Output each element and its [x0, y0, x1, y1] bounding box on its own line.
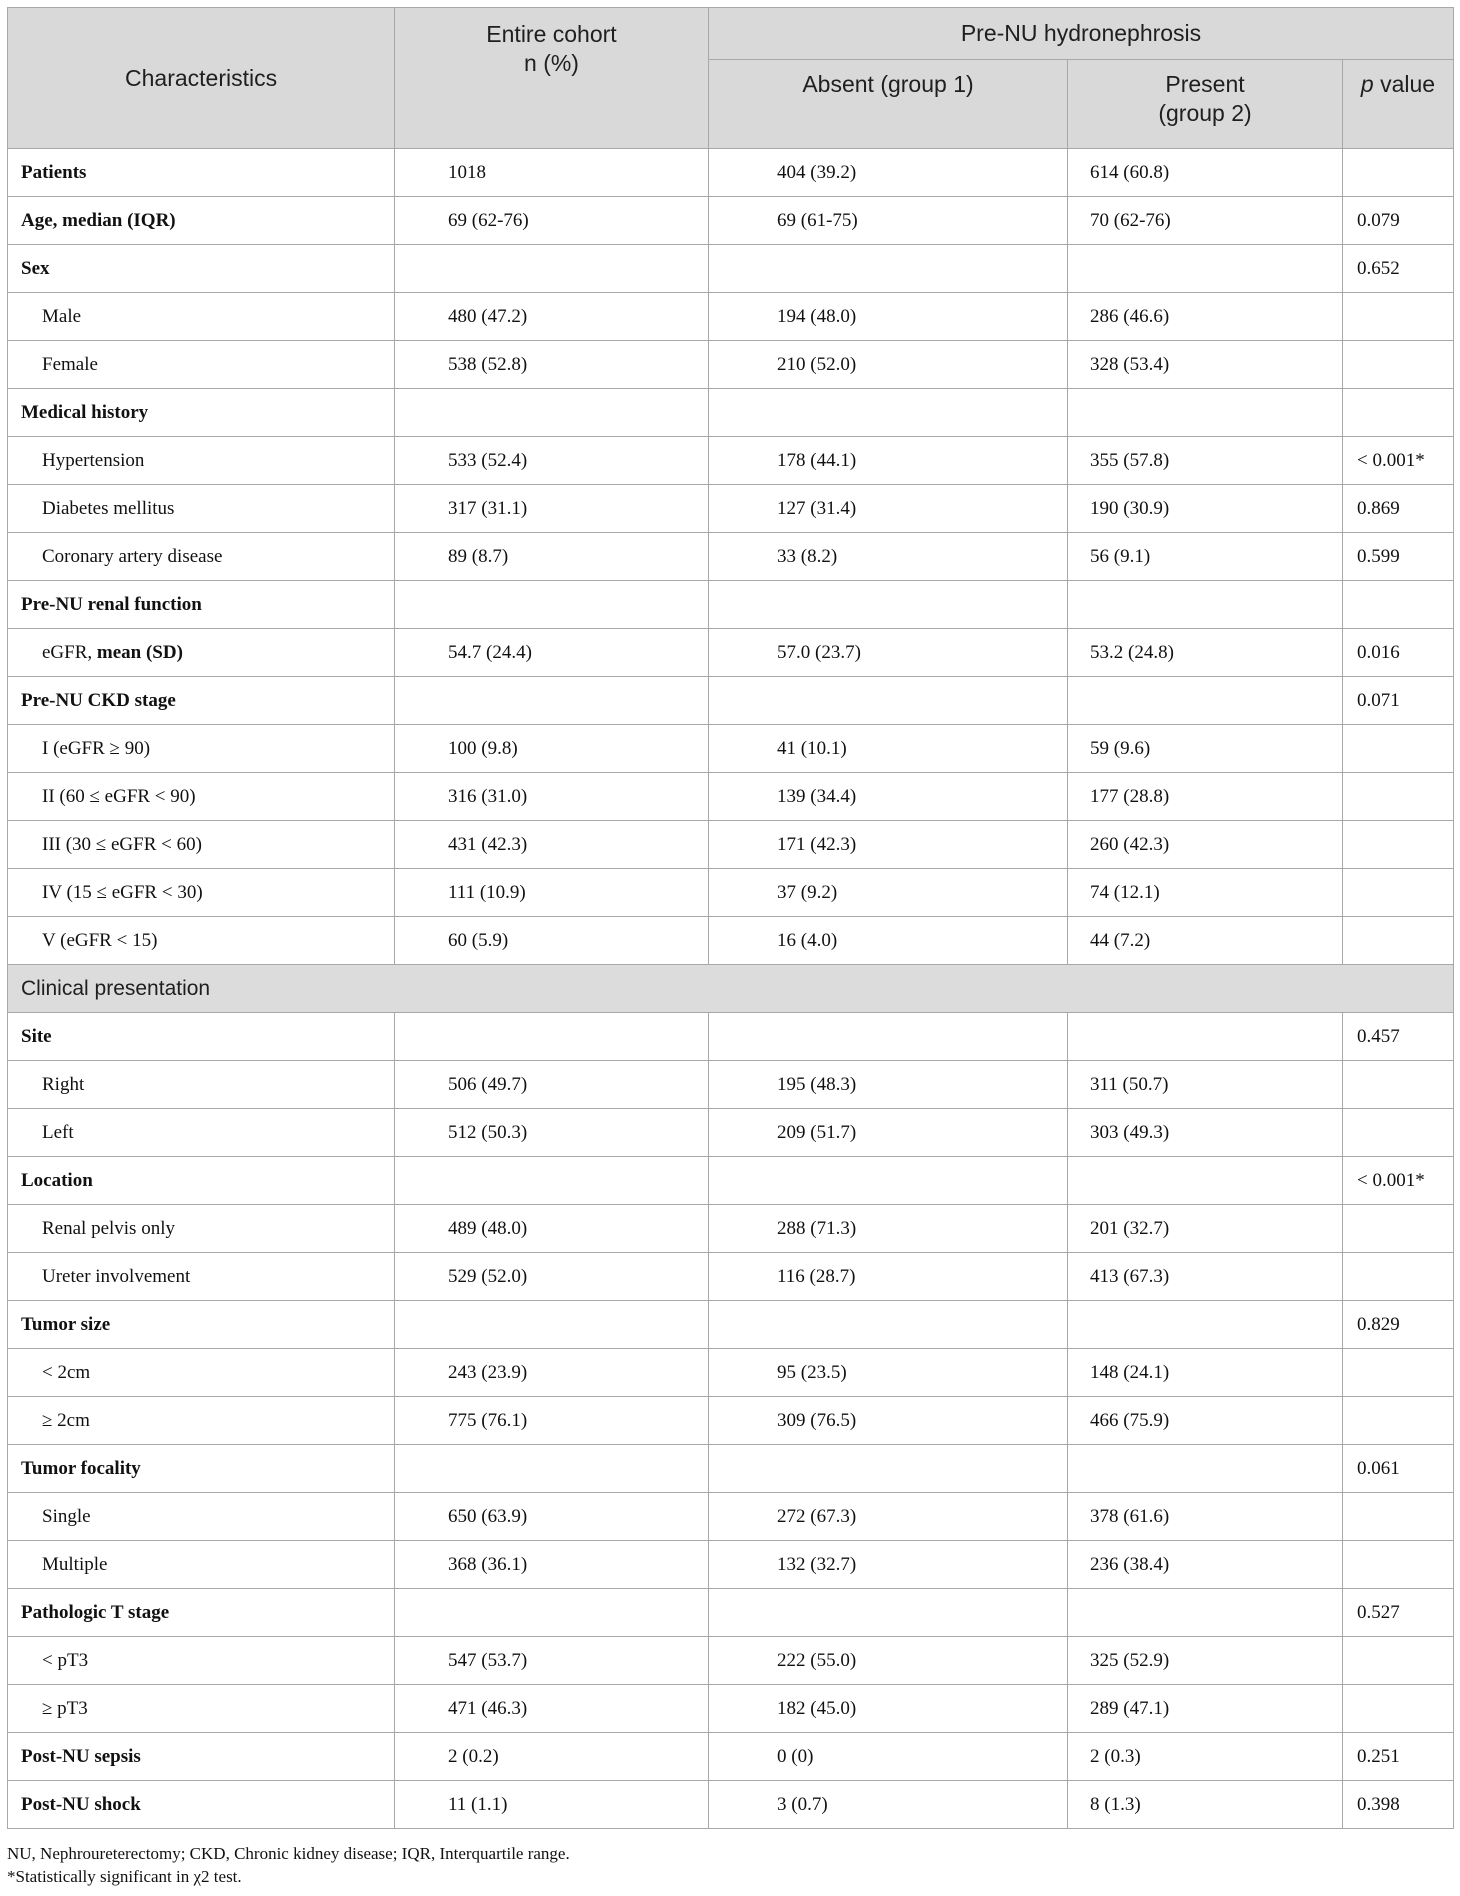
value-present: 148 (24.1): [1068, 1349, 1343, 1397]
row-label-text: Age, median (IQR): [21, 209, 176, 231]
value-present: [1068, 1589, 1343, 1637]
header-entire-cohort-line2: n (%): [524, 50, 579, 76]
header-p-italic: p: [1360, 71, 1374, 97]
row-label: [8, 677, 395, 725]
row-label-text: Patients: [21, 161, 87, 183]
value-entire-cohort: [395, 677, 709, 725]
value-p: [1343, 1205, 1454, 1253]
value-entire-cohort: 547 (53.7): [395, 1637, 709, 1685]
footnote-abbreviations: NU, Nephroureterectomy; CKD, Chronic kidney disease; IQR, Interquartile range.: [7, 1844, 570, 1863]
value-p: [1343, 389, 1454, 437]
row-label: [8, 629, 395, 677]
value-entire-cohort: [395, 1013, 709, 1061]
value-p: [1343, 1541, 1454, 1589]
row-label: [8, 1157, 395, 1205]
value-entire-cohort: 431 (42.3): [395, 821, 709, 869]
value-p: [1343, 1397, 1454, 1445]
value-entire-cohort: 471 (46.3): [395, 1685, 709, 1733]
row-label: [8, 581, 395, 629]
table-row: [8, 437, 1454, 485]
value-present: 325 (52.9): [1068, 1637, 1343, 1685]
header-characteristics: Characteristics: [8, 8, 395, 149]
value-absent: 57.0 (23.7): [709, 629, 1068, 677]
row-label: [8, 725, 395, 773]
row-label: [8, 1349, 395, 1397]
value-entire-cohort: [395, 389, 709, 437]
row-label-text: Female: [42, 353, 98, 375]
row-label: [8, 1061, 395, 1109]
row-label-text: Pre-NU renal function: [21, 593, 202, 615]
row-label-text: < 2cm: [42, 1361, 91, 1383]
value-present: 2 (0.3): [1068, 1733, 1343, 1781]
row-label: [8, 389, 395, 437]
value-entire-cohort: 316 (31.0): [395, 773, 709, 821]
value-present: 328 (53.4): [1068, 341, 1343, 389]
value-present: 466 (75.9): [1068, 1397, 1343, 1445]
value-entire-cohort: 2 (0.2): [395, 1733, 709, 1781]
value-present: [1068, 245, 1343, 293]
value-p: [1343, 1349, 1454, 1397]
value-p: [1343, 1253, 1454, 1301]
value-entire-cohort: 538 (52.8): [395, 341, 709, 389]
value-p: [1343, 773, 1454, 821]
value-present: 74 (12.1): [1068, 869, 1343, 917]
value-p: 0.869: [1343, 485, 1454, 533]
table-row: [8, 917, 1454, 965]
header-present-line1: Present: [1165, 71, 1245, 97]
value-absent: 210 (52.0): [709, 341, 1068, 389]
value-entire-cohort: 1018: [395, 149, 709, 197]
value-entire-cohort: [395, 581, 709, 629]
value-present: 355 (57.8): [1068, 437, 1343, 485]
value-absent: 16 (4.0): [709, 917, 1068, 965]
value-p: [1343, 581, 1454, 629]
row-label: [8, 869, 395, 917]
row-label-text: ≥ pT3: [42, 1697, 88, 1719]
row-label-text: Site: [21, 1025, 52, 1047]
value-entire-cohort: 54.7 (24.4): [395, 629, 709, 677]
value-present: [1068, 1445, 1343, 1493]
value-present: 53.2 (24.8): [1068, 629, 1343, 677]
row-label-text: Renal pelvis only: [42, 1217, 175, 1239]
value-entire-cohort: 111 (10.9): [395, 869, 709, 917]
table-row: [8, 1397, 1454, 1445]
table-header: [8, 8, 1454, 149]
row-label-text: Diabetes mellitus: [42, 497, 175, 519]
value-present: 614 (60.8): [1068, 149, 1343, 197]
row-label-text: Tumor focality: [21, 1457, 141, 1479]
value-p: [1343, 1493, 1454, 1541]
row-label-text: Ureter involvement: [42, 1265, 191, 1287]
value-absent: 272 (67.3): [709, 1493, 1068, 1541]
value-p: 0.016: [1343, 629, 1454, 677]
value-entire-cohort: 69 (62-76): [395, 197, 709, 245]
row-label: [8, 293, 395, 341]
header-entire-cohort-line1: Entire cohort: [486, 21, 617, 47]
value-p: [1343, 725, 1454, 773]
row-label-text: Post-NU sepsis: [21, 1745, 141, 1767]
value-absent: 222 (55.0): [709, 1637, 1068, 1685]
value-entire-cohort: 480 (47.2): [395, 293, 709, 341]
row-label: [8, 1493, 395, 1541]
table-row: [8, 1493, 1454, 1541]
value-absent: [709, 1157, 1068, 1205]
value-present: 378 (61.6): [1068, 1493, 1343, 1541]
value-entire-cohort: 529 (52.0): [395, 1253, 709, 1301]
value-absent: 288 (71.3): [709, 1205, 1068, 1253]
row-label-text: Left: [42, 1121, 74, 1143]
value-p: 0.061: [1343, 1445, 1454, 1493]
section-label: Clinical presentation: [8, 965, 1454, 1013]
value-absent: 404 (39.2): [709, 149, 1068, 197]
value-present: 201 (32.7): [1068, 1205, 1343, 1253]
table-row: [8, 629, 1454, 677]
row-label-text: IV (15 ≤ eGFR < 30): [42, 881, 203, 903]
row-label: [8, 149, 395, 197]
row-label: [8, 1205, 395, 1253]
row-label-text: I (eGFR ≥ 90): [42, 737, 151, 759]
value-p: [1343, 1109, 1454, 1157]
value-p: 0.079: [1343, 197, 1454, 245]
table-row: [8, 725, 1454, 773]
value-p: [1343, 1685, 1454, 1733]
value-present: 70 (62-76): [1068, 197, 1343, 245]
table-row: [8, 1205, 1454, 1253]
table-row: [8, 1589, 1454, 1637]
value-entire-cohort: 368 (36.1): [395, 1541, 709, 1589]
value-p: 0.652: [1343, 245, 1454, 293]
value-present: 8 (1.3): [1068, 1781, 1343, 1829]
row-label-text: II (60 ≤ eGFR < 90): [42, 785, 196, 807]
header-hydronephrosis-group: Pre-NU hydronephrosis: [709, 8, 1454, 60]
value-absent: [709, 677, 1068, 725]
table-row: [8, 1733, 1454, 1781]
row-label-text: V (eGFR < 15): [42, 929, 158, 951]
value-present: 56 (9.1): [1068, 533, 1343, 581]
row-label: [8, 197, 395, 245]
row-label: [8, 1637, 395, 1685]
value-entire-cohort: 650 (63.9): [395, 1493, 709, 1541]
value-entire-cohort: 317 (31.1): [395, 485, 709, 533]
table-body: [8, 149, 1454, 1829]
value-present: [1068, 389, 1343, 437]
value-p: 0.829: [1343, 1301, 1454, 1349]
value-present: 311 (50.7): [1068, 1061, 1343, 1109]
header-p-value: [1343, 60, 1454, 149]
value-entire-cohort: 533 (52.4): [395, 437, 709, 485]
table-row: [8, 1541, 1454, 1589]
row-label: [8, 1013, 395, 1061]
table-row: [8, 1445, 1454, 1493]
section-row: [8, 965, 1454, 1013]
row-label-text: Hypertension: [42, 449, 145, 471]
row-label-text: Sex: [21, 257, 50, 279]
value-absent: 171 (42.3): [709, 821, 1068, 869]
row-label: [8, 1781, 395, 1829]
value-p: 0.599: [1343, 533, 1454, 581]
value-absent: 69 (61-75): [709, 197, 1068, 245]
header-absent: Absent (group 1): [709, 60, 1068, 149]
value-p: [1343, 1061, 1454, 1109]
value-present: [1068, 1157, 1343, 1205]
value-absent: [709, 1589, 1068, 1637]
row-label: [8, 341, 395, 389]
row-label-text: Location: [21, 1169, 93, 1191]
value-absent: [709, 245, 1068, 293]
table-row: [8, 245, 1454, 293]
row-label-text: III (30 ≤ eGFR < 60): [42, 833, 202, 855]
value-entire-cohort: 11 (1.1): [395, 1781, 709, 1829]
table-row: [8, 1061, 1454, 1109]
value-absent: 37 (9.2): [709, 869, 1068, 917]
table-row: [8, 869, 1454, 917]
value-absent: 116 (28.7): [709, 1253, 1068, 1301]
table-row: [8, 821, 1454, 869]
table-row: [8, 533, 1454, 581]
row-label: [8, 1301, 395, 1349]
row-label-text: Multiple: [42, 1553, 108, 1575]
value-p: [1343, 869, 1454, 917]
footnote-significance: *Statistically significant in χ2 test.: [7, 1867, 242, 1886]
value-entire-cohort: 506 (49.7): [395, 1061, 709, 1109]
header-entire-cohort: [395, 8, 709, 149]
value-absent: [709, 389, 1068, 437]
header-present: [1068, 60, 1343, 149]
row-label-text: Male: [42, 305, 82, 327]
table-row: [8, 1013, 1454, 1061]
row-label: [8, 533, 395, 581]
row-label: [8, 437, 395, 485]
table-footnotes: [7, 1842, 570, 1888]
table-row: [8, 1349, 1454, 1397]
row-label-text: ≥ 2cm: [42, 1409, 90, 1431]
row-label: [8, 821, 395, 869]
value-absent: 182 (45.0): [709, 1685, 1068, 1733]
table-row: [8, 1109, 1454, 1157]
row-label: [8, 1109, 395, 1157]
value-absent: 194 (48.0): [709, 293, 1068, 341]
value-entire-cohort: [395, 1157, 709, 1205]
value-p: [1343, 1637, 1454, 1685]
value-entire-cohort: [395, 1589, 709, 1637]
header-present-line2: (group 2): [1158, 100, 1252, 126]
row-label: [8, 1253, 395, 1301]
value-absent: 95 (23.5): [709, 1349, 1068, 1397]
value-absent: 178 (44.1): [709, 437, 1068, 485]
table-row: [8, 341, 1454, 389]
value-present: 190 (30.9): [1068, 485, 1343, 533]
value-p: [1343, 293, 1454, 341]
value-entire-cohort: 489 (48.0): [395, 1205, 709, 1253]
table-row: [8, 485, 1454, 533]
value-absent: 309 (76.5): [709, 1397, 1068, 1445]
value-absent: 41 (10.1): [709, 725, 1068, 773]
row-label-text: < pT3: [42, 1649, 89, 1671]
value-entire-cohort: 243 (23.9): [395, 1349, 709, 1397]
table-row: [8, 1637, 1454, 1685]
table-row: [8, 677, 1454, 725]
value-present: 289 (47.1): [1068, 1685, 1343, 1733]
value-entire-cohort: [395, 1301, 709, 1349]
table-row: [8, 1685, 1454, 1733]
table-row: [8, 389, 1454, 437]
characteristics-table: [7, 7, 1454, 1829]
value-p: 0.457: [1343, 1013, 1454, 1061]
table-row: [8, 1253, 1454, 1301]
row-label-text: Pre-NU CKD stage: [21, 689, 176, 711]
value-absent: 209 (51.7): [709, 1109, 1068, 1157]
value-p: [1343, 149, 1454, 197]
row-label: [8, 1541, 395, 1589]
value-present: 177 (28.8): [1068, 773, 1343, 821]
table-row: [8, 773, 1454, 821]
value-entire-cohort: [395, 1445, 709, 1493]
row-label: [8, 917, 395, 965]
value-absent: 127 (31.4): [709, 485, 1068, 533]
value-present: [1068, 1301, 1343, 1349]
value-p: < 0.001*: [1343, 437, 1454, 485]
value-absent: 195 (48.3): [709, 1061, 1068, 1109]
row-label: [8, 1445, 395, 1493]
row-label: [8, 1589, 395, 1637]
value-present: 59 (9.6): [1068, 725, 1343, 773]
value-present: [1068, 1013, 1343, 1061]
value-present: [1068, 581, 1343, 629]
value-absent: 3 (0.7): [709, 1781, 1068, 1829]
value-entire-cohort: 512 (50.3): [395, 1109, 709, 1157]
table-row: [8, 197, 1454, 245]
value-entire-cohort: 775 (76.1): [395, 1397, 709, 1445]
value-absent: [709, 1301, 1068, 1349]
table-row: [8, 1781, 1454, 1829]
header-p-rest: value: [1373, 71, 1436, 97]
value-p: [1343, 821, 1454, 869]
row-label-text: Post-NU shock: [21, 1793, 141, 1815]
row-label-text: Single: [42, 1505, 91, 1527]
row-label-text: Medical history: [21, 401, 149, 423]
value-present: 303 (49.3): [1068, 1109, 1343, 1157]
value-present: 236 (38.4): [1068, 1541, 1343, 1589]
row-label: [8, 773, 395, 821]
row-label-text: eGFR,: [42, 641, 97, 663]
value-p: < 0.001*: [1343, 1157, 1454, 1205]
value-p: 0.251: [1343, 1733, 1454, 1781]
row-label-text: Tumor size: [21, 1313, 111, 1335]
table-container: [7, 7, 1453, 1829]
value-p: [1343, 341, 1454, 389]
value-absent: [709, 1013, 1068, 1061]
row-label-bold-text: mean (SD): [96, 641, 183, 663]
value-present: 286 (46.6): [1068, 293, 1343, 341]
table-row: [8, 149, 1454, 197]
table-row: [8, 581, 1454, 629]
value-entire-cohort: [395, 245, 709, 293]
value-present: 260 (42.3): [1068, 821, 1343, 869]
value-absent: 139 (34.4): [709, 773, 1068, 821]
value-p: 0.398: [1343, 1781, 1454, 1829]
row-label-text: Right: [42, 1073, 85, 1095]
value-absent: 0 (0): [709, 1733, 1068, 1781]
value-entire-cohort: 89 (8.7): [395, 533, 709, 581]
table-row: [8, 1301, 1454, 1349]
row-label: [8, 245, 395, 293]
value-entire-cohort: 100 (9.8): [395, 725, 709, 773]
value-absent: [709, 581, 1068, 629]
row-label: [8, 1733, 395, 1781]
row-label: [8, 1397, 395, 1445]
row-label-text: Coronary artery disease: [42, 545, 223, 567]
value-absent: 33 (8.2): [709, 533, 1068, 581]
value-present: 44 (7.2): [1068, 917, 1343, 965]
value-entire-cohort: 60 (5.9): [395, 917, 709, 965]
table-row: [8, 1157, 1454, 1205]
row-label-text: Pathologic T stage: [21, 1601, 170, 1623]
value-absent: 132 (32.7): [709, 1541, 1068, 1589]
row-label: [8, 1685, 395, 1733]
value-absent: [709, 1445, 1068, 1493]
value-present: [1068, 677, 1343, 725]
value-p: [1343, 917, 1454, 965]
value-p: 0.527: [1343, 1589, 1454, 1637]
row-label: [8, 485, 395, 533]
value-present: 413 (67.3): [1068, 1253, 1343, 1301]
value-p: 0.071: [1343, 677, 1454, 725]
table-row: [8, 293, 1454, 341]
